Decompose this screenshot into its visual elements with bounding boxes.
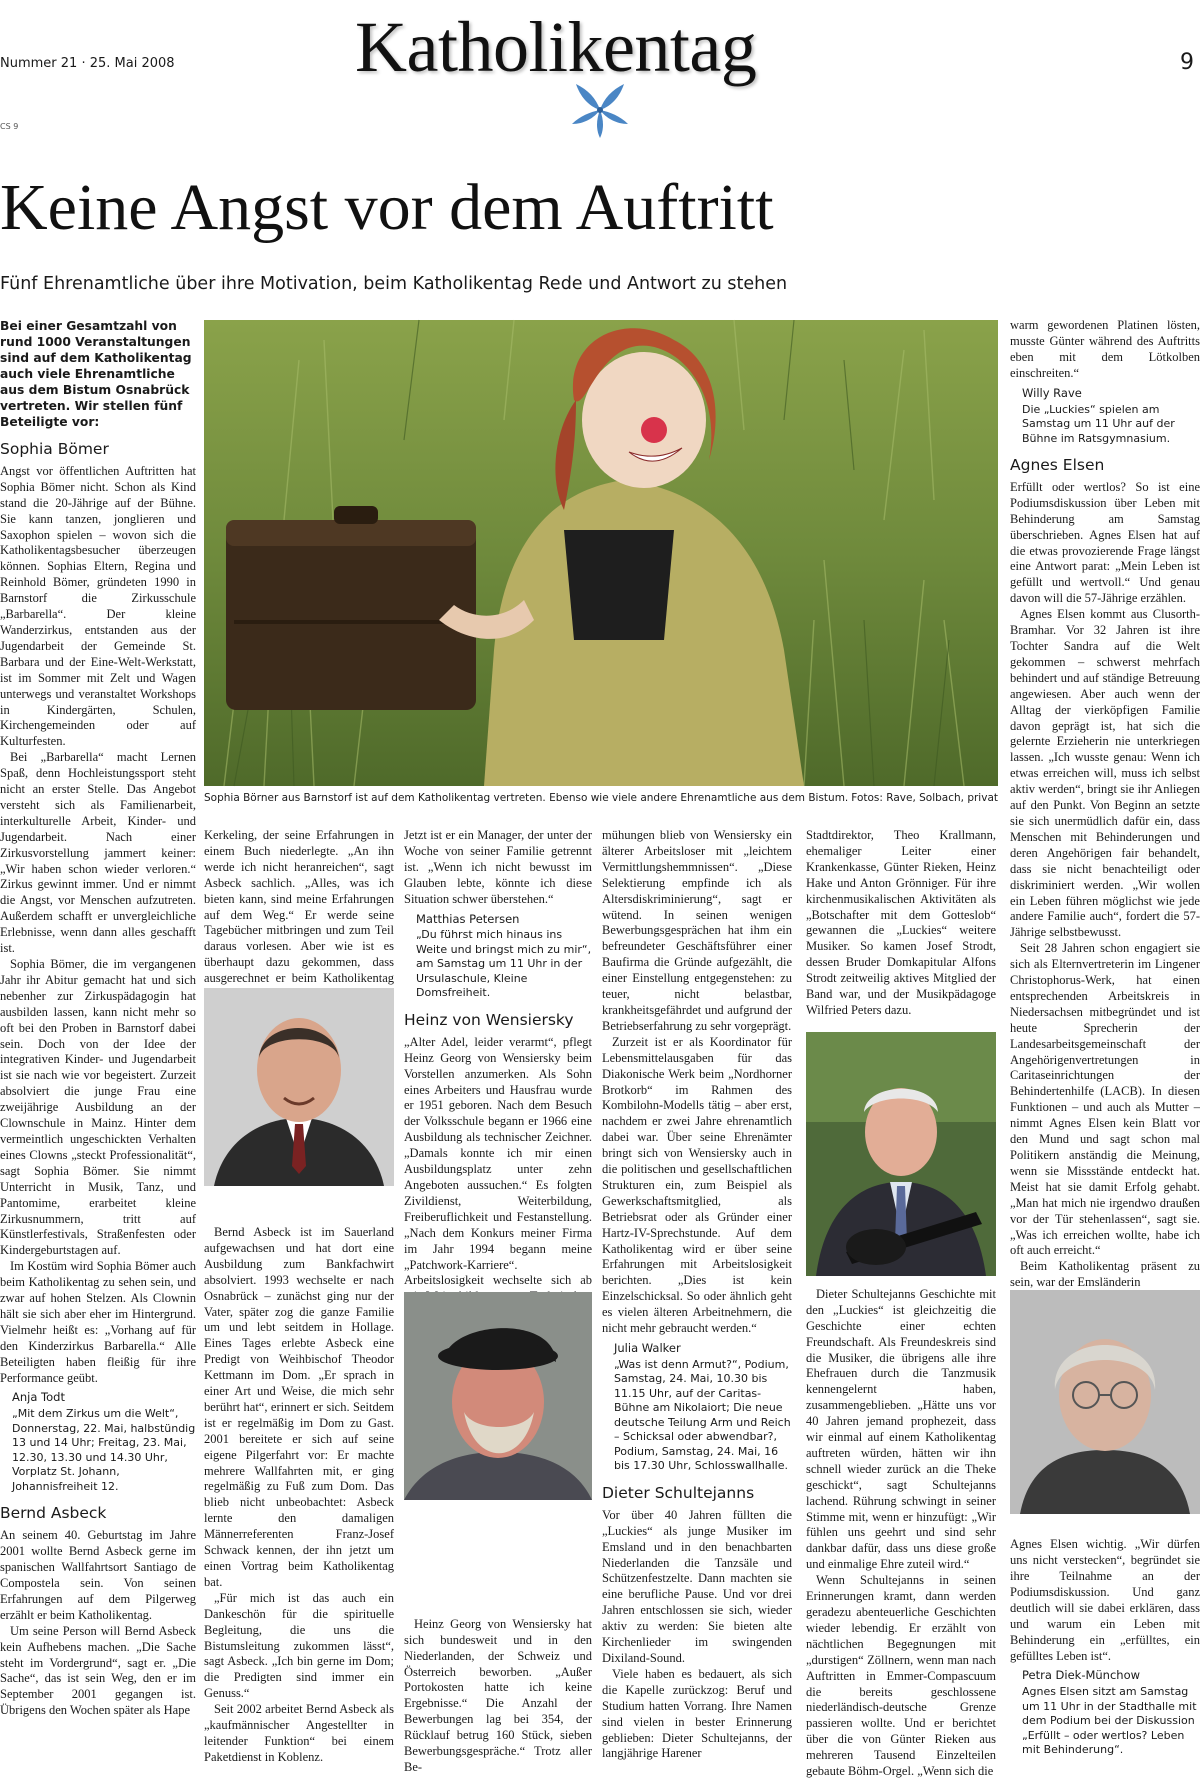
paragraph: Agnes Elsen wichtig. „Wir dürfen uns nicht verstecken“, begründet sie ihre Teilnahme an der Podiumsdiskussion. Und ganz deutlich will sie dabei erklären, dass und warum ein Leben mit Behinderung ein „erfülltes, ein gefülltes Leben ist“. <box>1010 1537 1200 1663</box>
section-heading-dieter: Dieter Schultejanns <box>602 1483 755 1502</box>
caption-text: Sophia Börner aus Barnstorf ist auf dem Katholikentag vertreten. Ebenso wie viele andere Ehrenamtliche aus dem Bistum. <box>204 792 849 804</box>
paragraph: „Für mich ist das auch ein Dankeschön für die spirituelle Begleitung, die uns die Bistumsleitung zukommen lässt“, sagt Asbeck. „Ich bin gerne im Dom; die Predigten sind immer ein Genuss.“ <box>204 1590 394 1701</box>
event-info: „Mit dem Zirkus um die Welt“, Donnerstag, 22. Mai, halbstündig 13 und 14 Uhr; Freitag, 23. Mai, 12.30, 13.30 und 14.30 Uhr, Vorplatz St. Johann, Johannisfreiheit 12. <box>12 1407 196 1493</box>
event-info: Die „Luckies“ spielen am Samstag um 11 Uhr auf der Bühne im Ratsgymnasium. <box>1022 402 1175 445</box>
page-code: CS 9 <box>0 122 19 131</box>
paragraph: Seit 2002 arbeitet Bernd Asbeck als „kaufmännischer Angestellter in leitender Funktion“ bei einem Paketdienst in Koblenz. <box>204 1702 394 1764</box>
section-heading-heinz: Heinz von Wensiersky <box>404 1010 574 1029</box>
main-photo-clown <box>204 320 998 786</box>
column-2 <box>204 828 394 1768</box>
author-signature: Julia Walker <box>614 1341 681 1355</box>
paragraph: warm gewordenen Platinen lösten, musste Günter während des Auftritts eben mit dem Lötkolben einschreiten.“ <box>1010 318 1200 380</box>
paragraph: Seit 28 Jahren schon engagiert sie sich als Elternvertreterin im Lingener Christophorus-Werk, hat einen entsprechenden Arbeitskreis in Niedersachsen mitbegründet und ist heute Sprecherin der Landesarbeitsgemeinschaft der Angehörigenvertretungen in Caritaseinrichtungen der Behindertenhilfe (LACB). In diesen Funktionen – und auch als Mutter – nimmt Agnes Elsen kein Blatt vor den Mund und sagt schon mal Politikern anständig die Meinung, wenn sie Missstände entdeckt hat. Meist hat sie damit Erfolg gehabt. „Man hat mich nie irgendwo draußen vor der Tür stehenlassen“, sagt sie. „Was ich erreichen wollte, habe ich oft auch erreicht.“ <box>1010 941 1200 1258</box>
paragraph: mühungen blieb von Wensiersky ein älterer Arbeitsloser mit „leichtem Vermittlungshemmnissen“. „Diese Selektierung empfinde ich als Altersdiskriminierung“, sagt er wütend. In seinen wenigen Bewerbungsgesprächen hat ihm ein befreundeter Geschäftsführer einer Baufirma die Gründe aufgezählt, die einer Einstellung entgegenstehen: zu teuer, nicht belastbar, krankheitsgefährdet und aufgrund der Betriebserfahrung zu sehr vorgeprägt. <box>602 828 792 1033</box>
portrait-dieter-schultejanns <box>806 1032 996 1276</box>
author-signature: Willy Rave <box>1022 385 1082 400</box>
paragraph: Heinz Georg von Wensiersky hat sich bundesweit und in den Niederlanden, der Schweiz und Österreich beworben. „Außer Portokosten hatte ich keine Ergebnisse.“ Die Anzahl der Bewerbungen lag bei 354, der Rücklauf betrug 160 Stück, sieben Bewerbungsgespräche.“ Trotz aller Be- <box>404 1616 592 1774</box>
paragraph: Im Kostüm wird Sophia Bömer auch beim Katholikentag zu sehen sein, und zwar auf hohen Stelzen. Als Clownin hält sie sich aber eher im Hintergrund. Vielmehr heißt es: „Vorhang auf für den Kinderzirkus Barbarella.“ Alle Beteiligten haben fleißig für ihre Performance geübt. <box>0 1259 196 1385</box>
event-info: „Du führst mich hinaus ins Weite und bringst mich zu mir“, am Samstag um 11 Uhr in der Ursulaschule, Kleine Domsfreiheit. <box>416 928 592 1000</box>
paragraph: Agnes Elsen kommt aus Clusorth-Bramhar. Vor 32 Jahren ist ihre Tochter Sandra auf die Welt gekommen – schwerst mehrfach behindert und auf ständige Betreuung angewiesen. Aber auch wenn der Alltag der vierköpfigen Familie davon geprägt ist, hat sich die gelernte Erzieherin nie unterkriegen lassen. „Ich wusste genau: Wenn ich etwas erreichen will, muss ich selbst aktiv werden“, bringt sie ihr Anliegen auf den Punkt. Von Beginn an setzte sie sich unermüdlich dafür ein, dass Menschen mit Behinderungen und deren Angehörigen fair behandelt, dass sie nicht benachteiligt oder diskriminiert werden. „Wir wollen ein Leben führen möglichst wie jede andere Familie auch“, fordert die 57-Jährige selbstbewusst. <box>1010 607 1200 940</box>
paragraph: Dieter Schultejanns Geschichte mit den „Luckies“ ist gleichzeitig die Geschichte einer echten Freundschaft. Als Freundeskreis sind die Musiker, die übrigens alle ihre Ehefrauen durch die Tanzmusik kennengelernt haben, zusammengeblieben. „Hätte uns vor 40 Jahren jemand prophezeit, dass wir einmal auf einem Katholikentag auftreten würden, hätten wir ihn schnell wieder zurück an die Theke geschickt“, sagt Schultejanns lachend. Rührung schwingt in seiner Stimme mit, wenn er hinzufügt: „Wir fühlen uns geehrt und sind sehr dankbar dafür, dass uns diese große und einmalige Ehre zuteil wird.“ <box>806 1286 996 1572</box>
paragraph: Angst vor öffentlichen Auftritten hat Sophia Bömer nicht. Schon als Kind stand die 20-Jährige auf der Bühne. Sie kann tanzen, jonglieren und Saxophon spielen – wovon sich die Katholikentagsbesucher überzeugen können. Sophias Eltern, Regina und Reinhold Bömer, gründeten 1990 in Barnstorf die Zirkusschule „Barbarella“. Der kleine Wanderzirkus, entstanden aus der Jugendarbeit der Gemeinde St. Barbara und der Eine-Welt-Werkstatt, ist im Sommer mit Zelt und Wagen unterwegs und veranstaltet Workshops in Kindergärten, Schulen, Kirchengemeinden oder auf Kulturfesten. <box>0 463 196 749</box>
event-info: Agnes Elsen sitzt am Samstag um 11 Uhr in der Stadthalle mit dem Podium bei der Diskussion „Erfüllt – oder wertlos? Leben mit Behinderung“. <box>1022 1685 1197 1757</box>
section-heading-bernd: Bernd Asbeck <box>0 1504 107 1523</box>
column-4 <box>602 828 792 1768</box>
intro-text: Bei einer Gesamtzahl von rund 1000 Veranstaltungen sind auf dem Katholikentag auch viele Ehrenamtliche aus dem Bistum Osnabrück vertreten. Wir stellen fünf Beteiligte vor: <box>0 319 192 429</box>
dove-logo-icon <box>568 80 632 140</box>
column-6 <box>1010 318 1200 1770</box>
paragraph: Bei „Barbarella“ macht Lernen Spaß, denn Hochleistungssport steht nicht an erster Stelle. Das Angebot versteht sich als Familienarbeit, interkulturelle Arbeit, Kinder- und Jugendarbeit. Nach einer Zirkusvorstellung jammert keiner: „Wir haben schon wieder verloren.“ Zirkus gewinnt immer. Und er nimmt die Angst, vor Menschen aufzutreten. Außerdem schafft er unvergleichliche Erlebnisse, wenn dann alles geschafft ist. <box>0 750 196 956</box>
paragraph: Vor über 40 Jahren füllten die „Luckies“ als junge Musiker im Emsland und in den benachbarten Niederlanden die Tanzsäle und Schützenfestzelte. Dann machten sie eine berufliche Pause. Und vor drei Jahren entschlossen sie sich, wieder aktiv zu werden: Sie bieten alte Kirchenlieder im swingenden Dixiland-Sound. <box>602 1507 792 1665</box>
portrait-bernd-asbeck <box>204 988 394 1186</box>
subheadline: Fünf Ehrenamtliche über ihre Motivation, beim Katholikentag Rede und Antwort zu stehen <box>0 274 788 294</box>
section-heading-sophia: Sophia Bömer <box>0 440 109 458</box>
paragraph: Kerkeling, der seine Erfahrungen in einem Buch niederlegte. „An ihn werde ich nicht heranreichen“, sagt Asbeck sachlich. „Alles, was ich bieten kann, sind meine Erfahrungen auf dem Weg.“ Er werde seine Tagebücher mitbringen und zum Teil daraus vorlesen. Aber wie ist es überhaupt dazu gekommen, dass ausgerechnet er beim Katholikentag <box>204 828 394 986</box>
photo-credit: Fotos: Rave, Solbach, privat <box>851 792 998 804</box>
paragraph: Viele haben es bedauert, als sich die Kapelle zurückzog: Beruf und Studium hatten Vorrang. Ihre Namen sind vielen in bester Erinnerung geblieben: Dieter Schultejanns, der langjährige Harener <box>602 1666 792 1761</box>
section-heading-agnes: Agnes Elsen <box>1010 456 1105 475</box>
photo-caption <box>204 792 998 804</box>
portrait-agnes-elsen <box>1010 1290 1200 1514</box>
author-signature: Petra Diek-Münchow <box>1022 1668 1141 1683</box>
headline: Keine Angst vor dem Auftritt <box>0 171 774 244</box>
page-number: 9 <box>1180 50 1194 75</box>
paragraph: „Alter Adel, leider verarmt“, pflegt Heinz Georg von Wensiersky beim Vorstellen anzumerken. Als Sohn eines Arbeiters und Hausfrau wurde er 1951 geboren. Nach dem Besuch der Volksschule begann er 1966 eine Ausbildung als technischer Zeichner. „Damals konnte ich mir einen Ausbildungsplatz unter zehn Angeboten aussuchen.“ Es folgten Zivildienst, Weiterbildung, Freiberuflichkeit und Festanstellung. „Nach dem Konkurs meiner Firma im Jahr 1994 begann meine „Patchwork-Karriere“. Arbeitslosigkeit wechselte sich ab <box>404 1034 592 1288</box>
portrait-heinz-von-wensiersky <box>404 1292 592 1500</box>
section-title: Katholikentag <box>355 7 757 87</box>
author-signature: Matthias Petersen <box>416 911 520 926</box>
issue-date: Nummer 21 · 25. Mai 2008 <box>0 56 175 71</box>
paragraph: Wenn Schultejanns in seinen Erinnerungen kramt, dann werden geradezu abenteuerliche Geschichten wieder lebendig. Er erzählt von nächtlichen Begegnungen mit „durstigen“ Zöllnern, wenn man nach Auftritten in Emmer-Compascuum die bereits geschlossene niederländisch-deutsche Grenze passieren wollte. Und er berichtet über die von Günter Rieken aus mehreren Tausend Einzelteilen gebaute Böhm-Orgel. „Wenn sich die <box>806 1573 996 1779</box>
author-signature: Anja Todt <box>12 1390 65 1405</box>
paragraph: Jetzt ist er ein Manager, der unter der Woche von seiner Familie getrennt ist. „Wenn ich nicht bewusst im Glauben lebte, könnte ich diese Situation schwer überstehen.“ <box>404 828 592 906</box>
paragraph: Erfüllt oder wertlos? So ist eine Podiumsdiskussion über Leben mit Behinderung am Samstag überschrieben. Agnes Elsen hat auf die etwas provozierende Frage längst eine Antwort parat: „Mein Leben ist gefüllt und wertvoll.“ Und genau davon will die 57-Jährige erzählen. <box>1010 479 1200 606</box>
paragraph: An seinem 40. Geburtstag im Jahre 2001 wollte Bernd Asbeck gerne im spanischen Wallfahrtsort Santiago de Compostela sein. Von seinen Erfahrungen auf dem Pilgerweg erzählt er beim Katholikentag. <box>0 1528 196 1622</box>
paragraph: Zurzeit ist er als Koordinator für Lebensmittelausgaben für das Diakonische Werk beim „Nordhorner Brotkorb“ im Rahmen des Kombilohn-Modells tätig – aber erst, nachdem er zwei Jahre ehrenamtlich dabei war. Über seine Ehrenämter bringt sich von Wensiersky auch in die politischen und gesellschaftlichen Strukturen ein, zum Beispiel als Gewerkschaftsmitglied, als Betriebsrat oder als Gründer einer Hartz-IV-Sprechstunde. Auf dem Katholikentag wird er über seine Erfahrungen mit Arbeitslosigkeit berichten. „Dies ist kein Einzelschicksal. So oder ähnlich geht es vielen älteren Arbeitnehmern, die nicht mehr gebraucht werden.“ <box>602 1034 792 1336</box>
paragraph: Sophia Bömer, die im vergangenen Jahr ihr Abitur gemacht hat und sich nebenher zur Zirkuspädagogin hat ausbilden lassen, kann nicht mehr so oft bei den Proben in Barnstorf dabei sein. Doch von der Idee der integrativen Kinder- und Jugendarbeit ist sie nach wie vor begeistert. Zurzeit absolviert die junge Frau eine zweijährige Ausbildung an der Clownschule in Mainz. Hinter dem vermeintlich ungeschickten Verhalten eines Clowns „steckt Professionalität“, sagt Sophia Bömer. Sie nimmt Unterricht in Musik, Tanz, und Pantomime, erarbeitet kleine Zirkusnummern, tritt auf Künstlerfestivals, Straßenfesten oder Kindergeburtstagen auf. <box>0 957 196 1258</box>
paragraph: Um seine Person will Bernd Asbeck kein Aufhebens machen. „Die Sache steht im Vordergrund“, sagt er. „Die Sache“, das ist sein Weg, den er im September 2001 gegangen ist. Übrigens den Wochen später als Hape <box>0 1623 196 1718</box>
event-info: „Was ist denn Armut?“, Podium, Samstag, 24. Mai, 10.30 bis 11.15 Uhr, auf der Caritas-Bühne am Nikolaiort; Die neue deutsche Teilung Arm und Reich – Schicksal oder abwendbar?, Podium, Samstag, 24. Mai, 16 bis 17.30 Uhr, Schlosswallhalle. <box>614 1357 791 1473</box>
column-5 <box>806 828 996 1779</box>
paragraph: Bernd Asbeck ist im Sauerland aufgewachsen und hat dort eine Ausbildung zum Bankfachwirt absolviert. 1993 wechselte er nach Osnabrück – zunächst ging nur der Vater, später zog die ganze Familie um und lebt seitdem in Hollage. Eines Tages erlebte Asbeck eine Predigt von Weihbischof Theodor Kettmann im Dom. „Er sprach in einer Art und Weise, die mich sehr berührt hat“, erinnert er sich. Seitdem ist er regelmäßig im Dom zu Gast. 2001 bereitete er sich auf seine eigene Pilgerfahrt vor: Er machte mehrere Wallfahrten mit, er ging regelmäßig zu Fuß zum Dom. Das blieb nicht unbeobachtet: Asbeck lernte den damaligen Männerreferenten Franz-Josef Schwack kennen, der ihn jetzt um einen Vortrag beim Katholikentag bat. <box>204 1224 394 1589</box>
paragraph: Stadtdirektor, Theo Krallmann, ehemaliger Leiter einer Krankenkasse, Günter Rieken, Heinz Hake und Anton Grönniger. Für ihre kirchenmusikalischen Aktivitäten als „Botschafter mit dem Gotteslob“ gewannen die „Luckies“ weitere Musiker. So kamen Josef Strodt, dessen Bruder Domkapitular Alfons Strodt zeitweilig aktives Mitglied der Band war, und der Musikpädagoge Wilfried Peters dazu. <box>806 828 996 1017</box>
paragraph: Beim Katholikentag präsent zu sein, war der Emsländerin <box>1010 1259 1200 1290</box>
column-1 <box>0 318 196 1770</box>
